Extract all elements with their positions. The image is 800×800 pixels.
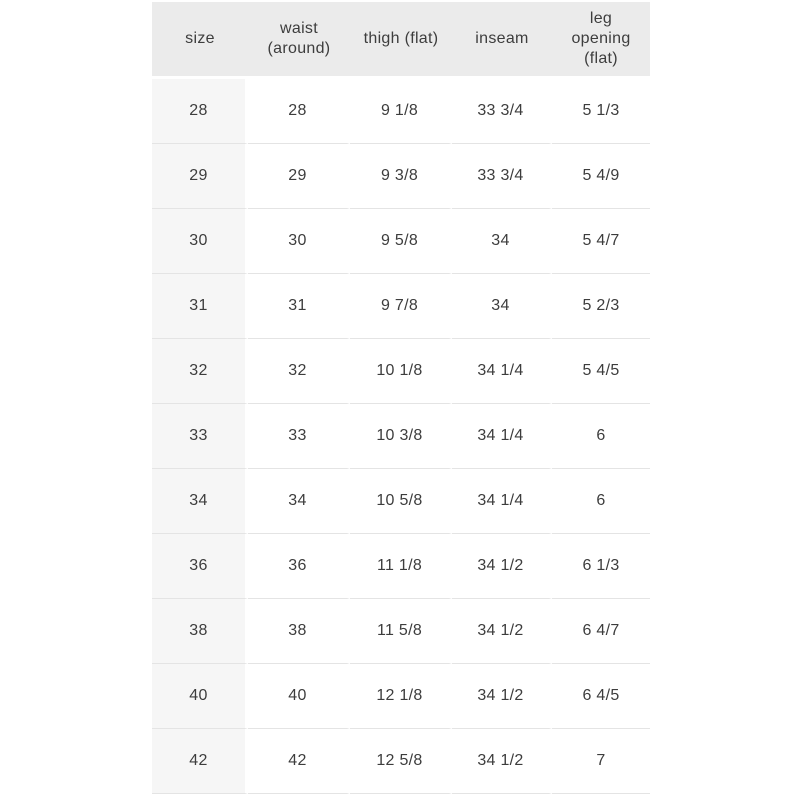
- cell-thigh-flat: 12 1/8: [350, 664, 452, 729]
- cell-inseam: 34 1/2: [452, 664, 552, 729]
- cell-size: 28: [152, 79, 248, 144]
- cell-leg-opening-flat: 6: [552, 404, 650, 469]
- header-row: [152, 2, 650, 79]
- cell-thigh-flat: 9 5/8: [350, 209, 452, 274]
- cell-size: 38: [152, 599, 248, 664]
- cell-size: 42: [152, 729, 248, 794]
- cell-leg-opening-flat: 7: [552, 729, 650, 794]
- cell-waist-around: 30: [248, 209, 350, 274]
- column-header-waist-around: waist (around): [248, 2, 350, 79]
- cell-inseam: 33 3/4: [452, 79, 552, 144]
- cell-size: 32: [152, 339, 248, 404]
- cell-waist-around: 32: [248, 339, 350, 404]
- cell-inseam: 33 3/4: [452, 144, 552, 209]
- cell-leg-opening-flat: 5 2/3: [552, 274, 650, 339]
- table-row: [152, 469, 650, 534]
- size-chart-table: [152, 2, 650, 794]
- cell-inseam: 34 1/2: [452, 729, 552, 794]
- column-header-inseam: inseam: [452, 2, 552, 79]
- table-row: [152, 144, 650, 209]
- table-row: [152, 274, 650, 339]
- cell-size: 36: [152, 534, 248, 599]
- column-header-thigh-flat: thigh (flat): [350, 2, 452, 79]
- cell-leg-opening-flat: 5 4/5: [552, 339, 650, 404]
- cell-inseam: 34 1/2: [452, 599, 552, 664]
- cell-leg-opening-flat: 6 1/3: [552, 534, 650, 599]
- cell-inseam: 34 1/4: [452, 339, 552, 404]
- cell-thigh-flat: 9 3/8: [350, 144, 452, 209]
- cell-waist-around: 36: [248, 534, 350, 599]
- cell-waist-around: 38: [248, 599, 350, 664]
- table-row: [152, 599, 650, 664]
- table-row: [152, 729, 650, 794]
- column-header-leg-opening-flat: leg opening (flat): [552, 2, 650, 79]
- cell-inseam: 34 1/4: [452, 404, 552, 469]
- cell-leg-opening-flat: 5 4/7: [552, 209, 650, 274]
- cell-leg-opening-flat: 5 1/3: [552, 79, 650, 144]
- table-row: [152, 339, 650, 404]
- cell-thigh-flat: 11 1/8: [350, 534, 452, 599]
- table-body: [152, 79, 650, 794]
- table-row: [152, 209, 650, 274]
- cell-thigh-flat: 9 1/8: [350, 79, 452, 144]
- cell-inseam: 34 1/2: [452, 534, 552, 599]
- cell-inseam: 34: [452, 274, 552, 339]
- cell-thigh-flat: 10 1/8: [350, 339, 452, 404]
- cell-thigh-flat: 9 7/8: [350, 274, 452, 339]
- cell-inseam: 34 1/4: [452, 469, 552, 534]
- cell-leg-opening-flat: 6: [552, 469, 650, 534]
- cell-leg-opening-flat: 6 4/5: [552, 664, 650, 729]
- table-row: [152, 534, 650, 599]
- cell-waist-around: 29: [248, 144, 350, 209]
- cell-size: 40: [152, 664, 248, 729]
- cell-leg-opening-flat: 6 4/7: [552, 599, 650, 664]
- cell-waist-around: 42: [248, 729, 350, 794]
- cell-thigh-flat: 11 5/8: [350, 599, 452, 664]
- cell-size: 34: [152, 469, 248, 534]
- cell-waist-around: 34: [248, 469, 350, 534]
- cell-waist-around: 40: [248, 664, 350, 729]
- cell-thigh-flat: 12 5/8: [350, 729, 452, 794]
- table-row: [152, 79, 650, 144]
- column-header-size: size: [152, 2, 248, 79]
- cell-inseam: 34: [452, 209, 552, 274]
- cell-size: 31: [152, 274, 248, 339]
- cell-size: 29: [152, 144, 248, 209]
- cell-thigh-flat: 10 3/8: [350, 404, 452, 469]
- cell-thigh-flat: 10 5/8: [350, 469, 452, 534]
- cell-leg-opening-flat: 5 4/9: [552, 144, 650, 209]
- table-row: [152, 664, 650, 729]
- cell-waist-around: 31: [248, 274, 350, 339]
- cell-size: 33: [152, 404, 248, 469]
- cell-waist-around: 33: [248, 404, 350, 469]
- table-row: [152, 404, 650, 469]
- cell-waist-around: 28: [248, 79, 350, 144]
- cell-size: 30: [152, 209, 248, 274]
- size-chart: [152, 2, 650, 794]
